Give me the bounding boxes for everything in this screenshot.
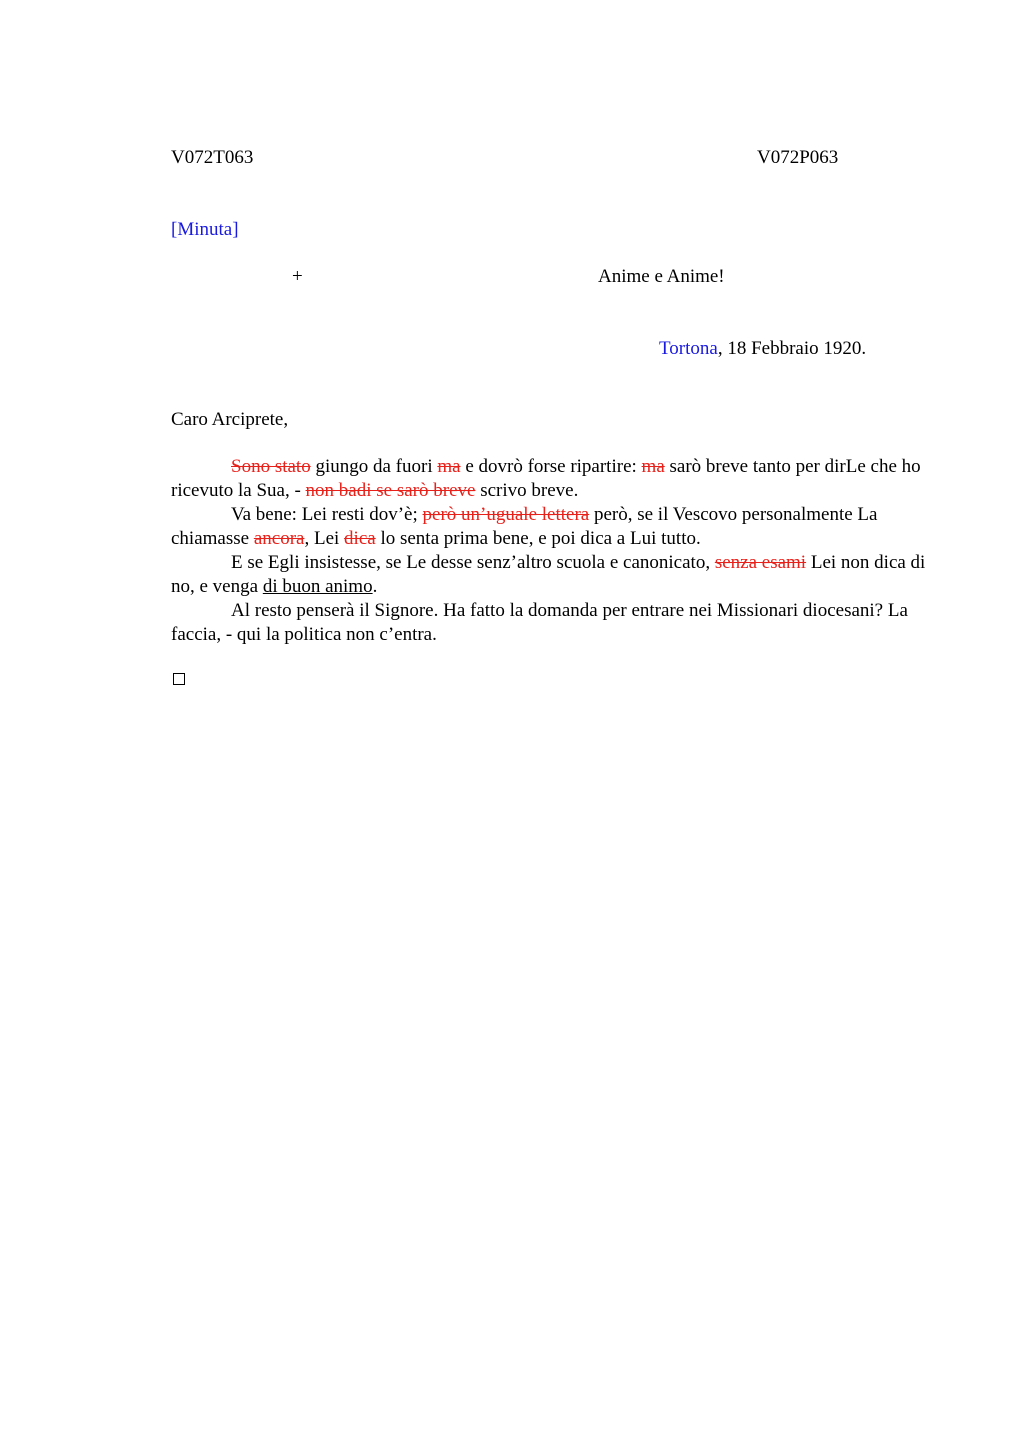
text-segment: E se Egli insistesse, se Le desse senz’altro scuola e canonicato, — [231, 552, 715, 573]
letter-body — [171, 455, 941, 647]
letter-paragraph — [171, 503, 941, 551]
text-segment: Va bene: Lei resti dov’è; — [231, 504, 423, 525]
text-segment: e dovrò forse ripartire: — [460, 456, 642, 477]
cross-mark: + — [292, 266, 303, 287]
header-left-code: V072T063 — [171, 147, 254, 168]
motto: Anime e Anime! — [598, 266, 725, 287]
text-segment: scrivo breve. — [475, 480, 579, 501]
text-segment: giungo da fuori — [310, 456, 438, 477]
deleted-text: ancora — [253, 528, 305, 549]
salutation: Caro Arciprete, — [171, 409, 289, 430]
dateline — [659, 337, 866, 361]
text-segment: sarò breve tanto per dirLe che ho ricevuto la Sua, - — [171, 456, 921, 501]
deleted-text: non badi se sarò breve — [305, 480, 476, 501]
text-segment: . — [372, 576, 378, 597]
letter-paragraph — [171, 599, 941, 647]
header-right-code: V072P063 — [757, 147, 839, 168]
deleted-text: però un’uguale lettera — [422, 504, 590, 525]
underlined-text: di buon animo — [262, 576, 373, 597]
deleted-text: ma — [641, 456, 665, 477]
empty-square-icon — [173, 673, 185, 685]
deleted-text: ma — [437, 456, 461, 477]
text-segment: però, se il Vescovo personalmente La chiamasse — [171, 504, 878, 549]
deleted-text: Sono stato — [231, 456, 311, 477]
text-segment: Al resto penserà il Signore. Ha fatto la domanda per entrare nei Missionari diocesani? La faccia, - qui la politica non c’entra. — [171, 600, 908, 645]
text-segment: , Lei — [304, 528, 345, 549]
letter-paragraph — [171, 455, 941, 503]
text-segment: Lei non dica di no, e venga — [171, 552, 926, 597]
deleted-text: dica — [344, 528, 376, 549]
letter-paragraph — [171, 551, 941, 599]
dateline-date: , 18 Febbraio 1920. — [717, 338, 867, 359]
text-segment: lo senta prima bene, e poi dica a Lui tutto. — [375, 528, 701, 549]
dateline-place: Tortona — [659, 338, 718, 359]
minuta-label: [Minuta] — [171, 219, 239, 240]
deleted-text: senza esami — [714, 552, 807, 573]
